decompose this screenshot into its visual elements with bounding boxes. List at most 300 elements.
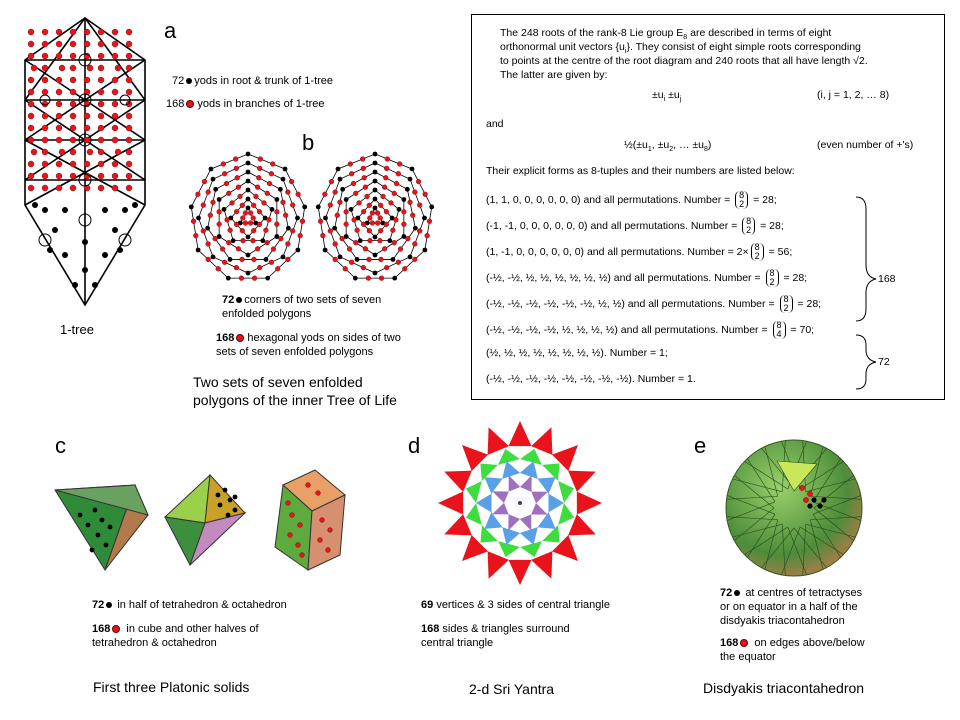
purple-triangle [508,514,520,530]
red-yod-dot [112,113,118,119]
side-dot [328,229,333,234]
outer-petal-triangle [508,421,531,446]
tuple-row: (-½, -½, -½, -½, -½, -½, -½, -½). Number = 1. [486,373,696,385]
red-yod-dot [126,113,132,119]
octahedron-shape [165,475,245,565]
red-yod-dot [84,29,90,35]
red-yod-dot [126,161,132,167]
side-dot [357,200,362,205]
side-dot [318,219,323,224]
side-dot [392,191,397,196]
red-yod-dot [290,513,295,518]
corner-dot [373,235,378,240]
black-yod-dot [47,247,53,253]
panel-b-letter: b [302,130,315,155]
e8-roots-textbox [471,14,945,400]
red-yod-dot [56,77,62,83]
corner-dot [373,188,378,193]
red-yod-dot [42,161,48,167]
side-dot [397,162,402,167]
side-dot [392,240,397,245]
black-yod-dot [228,498,233,503]
corner-dot [332,226,337,231]
red-yod-dot [298,523,303,528]
side-dot [378,228,383,233]
red-yod-dot [28,185,34,191]
red-yod-dot [28,41,34,47]
red-yod-dot [126,41,132,47]
red-yod-dot [98,77,104,83]
corner-dot [353,276,358,281]
side-dot [362,175,367,180]
green-triangle [558,503,574,525]
red-yod-dot [59,65,65,71]
side-dot [251,216,256,221]
blue-triangle [476,494,492,513]
corner-dot [373,161,378,166]
red-yod-dot [84,161,90,167]
corner-dot [413,226,418,231]
red-yod-dot [316,491,321,496]
red-yod-dot [56,53,62,59]
corner-dot [213,187,218,192]
red-yod-dot [300,553,305,558]
side-dot [234,166,239,171]
corner-dot [373,152,378,157]
black-yod-dot [817,503,822,508]
red-yod-dot [306,483,311,488]
side-dot [329,179,334,184]
corner-dot [246,179,251,184]
side-dot [270,162,275,167]
corner-dot [392,276,397,281]
side-dot [401,222,406,227]
blue-triangle [537,477,555,494]
red-yod-dot [56,113,62,119]
black-yod-dot [92,282,98,288]
side-dot [236,246,241,251]
side-dot [298,233,303,238]
side-dot [363,185,368,190]
side-dot [240,257,245,262]
side-dot [378,216,383,221]
side-dot [384,222,389,227]
side-dot [290,203,295,208]
tuple-row: (1, 1, 0, 0, 0, 0, 0, 0) and all permutations. Number = 8 2 = 28; [486,190,777,209]
corner-dot [323,216,328,221]
side-dot [378,238,383,243]
side-dot [240,203,245,208]
enfolded-polygon [208,172,289,259]
corner-dot [211,254,216,259]
corner-dot [340,187,345,192]
red-yod-dot [70,65,76,71]
corner-dot [260,238,265,243]
red-yod-dot [98,149,104,155]
side-dot [285,190,290,195]
red-yod-dot [70,161,76,167]
red-yod-dot [112,101,118,107]
panel-c-caption: First three Platonic solids [93,679,250,695]
red-yod-dot [318,538,323,543]
side-dot [383,175,388,180]
red-yod-dot [56,185,62,191]
panel-e-caption: Disdyakis triacontahedron [703,680,865,696]
side-dot [367,216,372,221]
black-yod-dot [223,488,228,493]
side-dot [201,203,206,208]
side-dot [224,181,229,186]
side-dot [366,276,371,281]
black-yod-dot [82,267,88,273]
side-dot [217,222,222,227]
red-yod-dot [70,53,76,59]
side-dot [347,247,352,252]
red-yod-dot [126,77,132,83]
binomial-coefficient: 8 2 [742,217,755,235]
side-dot [240,228,245,233]
red-yod-dot [326,548,331,553]
red-yod-dot [84,77,90,83]
side-dot [267,181,272,186]
black-dot-icon [106,602,112,608]
red-yod-dot [98,65,104,71]
side-dot [221,162,226,167]
corner-dot [429,204,434,209]
red-yod-dot [126,185,132,191]
side-dot [228,228,233,233]
tuple-row: (-1, -1, 0, 0, 0, 0, 0, 0) and all permutations. Number = 8 2 = 28; [486,216,784,235]
green-triangle [520,449,542,465]
side-dot [235,175,240,180]
blue-triangle [502,461,520,479]
corner-dot [401,197,406,202]
binomial-coefficient: 8 2 [735,191,748,209]
side-dot [378,203,383,208]
red-yod-dot [28,89,34,95]
side-dot [335,213,340,218]
side-dot [333,242,338,247]
side-dot [320,233,325,238]
bindu-dot [518,501,522,505]
side-dot [258,157,263,162]
black-yod-dot [62,252,68,258]
side-dot [208,213,213,218]
side-dot [355,228,360,233]
panel-d-legend-168: 168 sides & triangles surround central triangle [421,623,570,649]
green-triangle [466,503,482,525]
red-yod-dot [807,491,812,496]
red-yod-dot [87,149,93,155]
red-dot-icon [236,334,244,342]
red-yod-dot [70,101,76,107]
side-dot [230,200,235,205]
side-dot [265,191,270,196]
intro-line-1: The 248 roots of the rank-8 Lie group $E_8$ are described in terms of eight [500,27,832,42]
red-yod-dot [42,137,48,143]
corner-dot [205,226,210,231]
black-yod-dot [811,497,816,502]
side-dot [322,192,327,197]
red-yod-dot [70,137,76,143]
corner-dot [246,235,251,240]
red-yod-dot [70,149,76,155]
side-dot [375,221,380,226]
side-dot [257,265,262,270]
panel-c-legend-168: 168 in cube and other halves of tetrahedron & octahedron [92,623,259,649]
black-yod-dot [122,207,128,213]
red-yod-dot [126,89,132,95]
black-yod-dot [86,523,91,528]
formula-1-condition: (i, j = 1, 2, … 8) [817,89,890,101]
red-yod-dot [56,125,62,131]
corner-dot [209,167,214,172]
side-dot [290,229,295,234]
corner-dot [302,204,307,209]
red-yod-dot [31,149,37,155]
side-dot [361,222,366,227]
red-dot-icon [112,625,120,633]
corner-dot [410,167,415,172]
red-yod-dot [112,185,118,191]
corner-dot [355,257,360,262]
side-dot [278,236,283,241]
red-yod-dot [126,173,132,179]
side-dot [211,200,216,205]
side-dot [243,211,248,216]
side-dot [382,246,387,251]
corner-dot [316,204,321,209]
red-yod-dot [286,501,291,506]
blue-triangle [502,527,520,545]
side-dot [375,211,380,216]
side-dot [300,219,305,224]
red-yod-dot [112,53,118,59]
red-yod-dot [98,185,104,191]
platonic-solids-drawing [40,455,370,585]
side-dot [248,211,253,216]
side-dot [240,216,245,221]
outer-petal-triangle [577,491,602,514]
corner-dot [211,177,216,182]
red-yod-dot [112,77,118,83]
side-dot [213,236,218,241]
corner-dot [422,248,427,253]
red-yod-dot [126,125,132,131]
corner-dot [228,257,233,262]
corner-dot [189,204,194,209]
outer-petal-triangle [438,491,463,514]
side-dot [360,157,365,162]
red-yod-dot [112,29,118,35]
side-dot [408,200,413,205]
corner-dot [226,276,231,281]
binomial-coefficient: 8 4 [773,321,786,339]
red-yod-dot [115,149,121,155]
black-yod-dot [96,533,101,538]
black-yod-dot [100,518,105,523]
corner-dot [336,167,341,172]
side-dot [365,194,370,199]
side-dot [274,209,279,214]
panel-c-letter: c [55,433,66,458]
side-dot [263,228,268,233]
side-dot [417,229,422,234]
side-dot [402,266,407,271]
red-yod-dot [98,113,104,119]
side-dot [236,185,241,190]
side-dot [352,217,357,222]
and-text: and [486,118,504,130]
blue-triangle [520,527,538,545]
red-dot-icon [186,100,194,108]
side-dot [225,217,230,222]
red-yod-dot [56,41,62,47]
purple-triangle [531,492,547,504]
side-dot [252,276,257,281]
corner-dot [281,254,286,259]
formula-1: $\pm u_i \pm u_j$ [652,89,682,104]
corner-dot [270,207,275,212]
binomial-coefficient: 8 2 [780,295,793,313]
side-dot [234,265,239,270]
side-dot [216,266,221,271]
red-yod-dot [56,137,62,143]
red-yod-dot [98,101,104,107]
intro-line-2: orthonormal unit vectors $\{u_i\}$. They consist of eight simple roots corresponding [500,41,861,56]
outer-petal-triangle [508,560,531,585]
red-yod-dot [28,137,34,143]
panel-d-caption: 2-d Sri Yantra [469,681,555,697]
side-dot [351,181,356,186]
side-dot [412,190,417,195]
purple-triangle [492,491,508,503]
red-yod-dot [28,173,34,179]
side-dot [234,209,239,214]
side-dot [274,222,279,227]
brace-72-label: 72 [878,356,890,368]
side-dot [340,236,345,241]
disdyakis-triacontahedron-drawing [722,436,867,581]
side-dot [262,200,267,205]
side-dot [251,238,256,243]
black-yod-dot [821,497,826,502]
red-yod-dot [42,173,48,179]
red-yod-dot [84,113,90,119]
corner-dot [408,254,413,259]
enfolded-polygon [358,199,392,237]
corner-dot [358,238,363,243]
side-dot [412,242,417,247]
black-yod-dot [102,252,108,258]
red-yod-dot [56,161,62,167]
black-dot-icon [236,297,242,303]
side-dot [226,191,231,196]
side-dot [412,257,417,262]
panel-d-letter: d [408,433,421,458]
corner-dot [373,271,378,276]
red-yod-dot [70,41,76,47]
side-dot [275,266,280,271]
side-dot [251,203,256,208]
side-dot [394,181,399,186]
side-dot [265,240,270,245]
corner-dot [281,177,286,182]
brace-168-label: 168 [878,273,896,285]
corner-dot [338,254,343,259]
corner-dot [246,170,251,175]
side-dot [367,257,372,262]
side-dot [385,157,390,162]
corner-dot [391,257,396,262]
black-yod-dot [108,525,113,530]
red-yod-dot [42,125,48,131]
red-yod-dot [70,77,76,83]
side-dot [379,276,384,281]
black-yod-dot [216,493,221,498]
green-triangle [498,541,520,557]
corner-dot [295,248,300,253]
corner-dot [387,238,392,243]
red-yod-dot [42,29,48,35]
red-yod-dot [98,137,104,143]
side-dot [379,257,384,262]
red-yod-dot [98,125,104,131]
red-yod-dot [56,89,62,95]
side-dot [234,222,239,227]
side-dot [405,236,410,241]
corner-dot [373,170,378,175]
blue-triangle [484,512,502,529]
side-dot [285,257,290,262]
red-yod-dot [799,485,804,490]
tuple-row: (1, -1, 0, 0, 0, 0, 0, 0) and all permutations. Number = 2× 8 2 = 56; [486,242,793,261]
side-dot [417,203,422,208]
green-triangle [520,541,542,557]
side-dot [361,209,366,214]
corner-dot [246,206,251,211]
red-yod-dot [87,65,93,71]
corner-dot [323,248,328,253]
purple-triangle [492,503,508,515]
red-yod-dot [98,53,104,59]
corner-dot [373,179,378,184]
red-dot-icon [740,639,748,647]
red-yod-dot [126,149,132,155]
side-dot [193,233,198,238]
corner-dot [222,207,227,212]
enfolded-polygons-diagram [180,150,445,285]
panel-e-legend-168: 168 on edges above/below the equator [720,637,865,663]
side-dot [370,221,375,226]
red-yod-dot [112,89,118,95]
side-dot [256,175,261,180]
red-yod-dot [70,89,76,95]
red-yod-dot [98,29,104,35]
side-dot [427,219,432,224]
red-yod-dot [803,497,808,502]
green-triangle [558,481,574,503]
side-dot [396,260,401,265]
black-dot-icon [186,78,192,84]
side-dot [254,194,259,199]
corner-dot [265,276,270,281]
panel-c-legend-72: 72 in half of tetrahedron & octahedron [92,599,287,611]
corner-dot [373,253,378,258]
panel-a-legend-168: 168 yods in branches of 1-tree [166,98,325,110]
tuple-row: (-½, -½, -½, -½, -½, -½, ½, ½) and all permutations. Number = 8 2 = 28; [486,294,822,313]
side-dot [252,257,257,262]
